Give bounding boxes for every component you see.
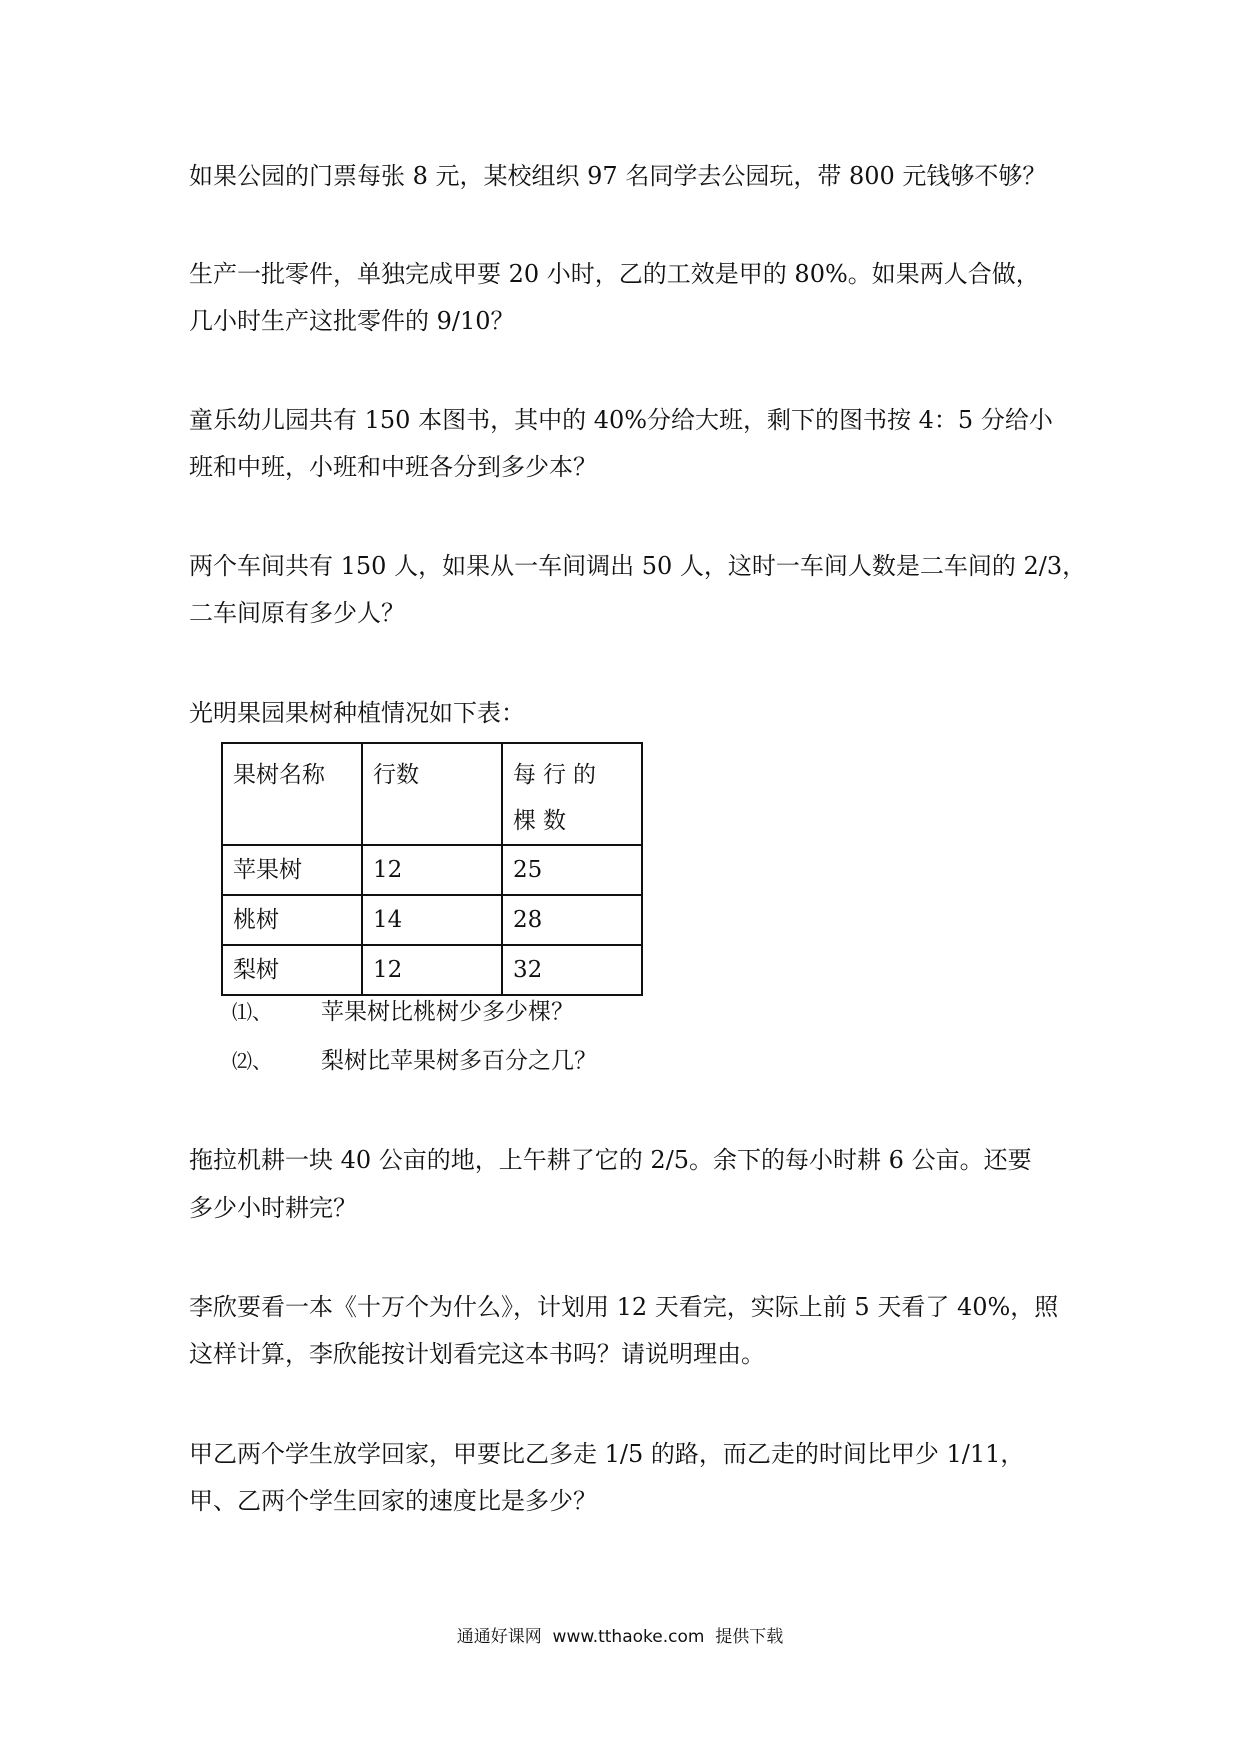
table-row [222,845,642,895]
table-row [222,945,642,995]
sub-question-text: 苹果树比桃树少多少棵？ [321,999,574,1025]
problem-2-line-2: 几小时生产这批零件的 9/10？ [189,307,515,335]
page-footer: 通通好课网 www.tthaoke.com 提供下载 [456,1627,784,1647]
table-cell: 12 [362,845,502,895]
problem-6-line-2: 多少小时耕完？ [189,1194,357,1222]
problem-5-intro: 光明果园果树种植情况如下表： [189,699,525,727]
problem-1-line-1: 如果公园的门票每张 8 元，某校组织 97 名同学去公园玩，带 800 元钱够不够？ [189,162,1047,190]
problem-7-line-2: 这样计算，李欣能按计划看完这本书吗？请说明理由。 [189,1340,765,1368]
problem-6-line-1: 拖拉机耕一块 40 公亩的地，上午耕了它的 2/5。余下的每小时耕 6 公亩。还要 [189,1146,1032,1174]
table-header-cell: 行数 [362,743,502,845]
problem-3-line-1: 童乐幼儿园共有 150 本图书，其中的 40%分给大班，剩下的图书按 4：5 分给小 [189,406,1053,434]
sub-question-number: ⑴、 [232,1000,272,1024]
table-cell: 25 [502,845,642,895]
problem-8-line-2: 甲、乙两个学生回家的速度比是多少？ [189,1487,597,1515]
table-cell: 28 [502,895,642,945]
problem-3-line-2: 班和中班，小班和中班各分到多少本？ [189,453,597,481]
table-cell: 桃树 [222,895,362,945]
table-cell: 苹果树 [222,845,362,895]
table-row [222,895,642,945]
sub-question-number: ⑵、 [232,1049,272,1073]
table-header-cell: 果树名称 [222,743,362,845]
sub-question-text: 梨树比苹果树多百分之几？ [321,1048,597,1074]
table-cell: 梨树 [222,945,362,995]
fruit-tree-table [221,742,643,996]
problem-7-line-1: 李欣要看一本《十万个为什么》，计划用 12 天看完，实际上前 5 天看了 40%，照 [189,1293,1059,1321]
table-cell: 12 [362,945,502,995]
problem-4-line-1: 两个车间共有 150 人，如果从一车间调出 50 人，这时一车间人数是二车间的 2/3， [189,552,1087,580]
table-cell: 32 [502,945,642,995]
problem-4-line-2: 二车间原有多少人？ [189,599,405,627]
problem-2-line-1: 生产一批零件，单独完成甲要 20 小时，乙的工效是甲的 80%。如果两人合做， [189,260,1040,288]
table-header-cell: 每行的棵数 [502,743,642,845]
problem-8-line-1: 甲乙两个学生放学回家，甲要比乙多走 1/5 的路，而乙走的时间比甲少 1/11， [189,1440,1025,1468]
table-header-row [222,743,642,845]
table-cell: 14 [362,895,502,945]
